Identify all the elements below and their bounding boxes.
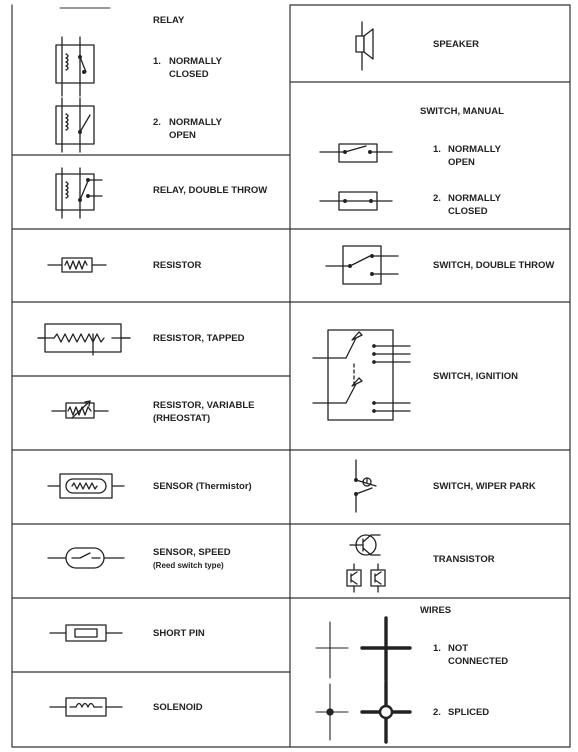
resistor-variable-symbol [52,401,108,418]
label-switch-manual-no-1: NORMALLY [448,144,501,155]
relay-normally-open-symbol [56,98,94,152]
wires-not-connected-symbol [316,618,410,680]
label-relay-double-throw: RELAY, DOUBLE THROW [153,185,268,196]
label-wires-nc-num: 1. [433,643,441,654]
switch-manual-closed-symbol [320,192,392,210]
switch-wiper-park-symbol [355,460,376,512]
wires-spliced-symbol [316,682,410,742]
label-sensor-thermistor: SENSOR (Thermistor) [153,481,252,492]
label-relay-nc-1: NORMALLY [169,56,222,67]
label-wires: WIRES [420,605,452,616]
label-switch-wiper-park: SWITCH, WIPER PARK [433,481,536,492]
solenoid-symbol [50,698,122,716]
label-switch-ignition: SWITCH, IGNITION [433,371,518,382]
label-switch-manual-no-2: OPEN [448,157,475,168]
label-solenoid: SOLENOID [153,702,203,713]
sensor-speed-symbol [48,548,124,568]
label-relay-no-num: 2. [153,117,161,128]
label-switch-double-throw: SWITCH, DOUBLE THROW [433,260,555,271]
label-switch-manual-nc-2: CLOSED [448,206,488,217]
switch-ignition-symbol [313,330,410,420]
label-wires-nc-1: NOT [448,643,469,654]
label-resistor-variable-1: RESISTOR, VARIABLE [153,400,255,411]
speaker-symbol [356,22,373,70]
relay-double-throw-symbol [56,168,102,218]
label-relay-no-2: OPEN [169,130,196,141]
label-switch-manual: SWITCH, MANUAL [420,106,504,117]
label-transistor: TRANSISTOR [433,554,495,565]
label-short-pin: SHORT PIN [153,628,205,639]
resistor-tapped-symbol [38,324,130,355]
label-resistor: RESISTOR [153,260,202,271]
label-wires-spliced-1: SPLICED [448,707,490,718]
label-wires-spliced-num: 2. [433,707,441,718]
label-switch-manual-nc-1: NORMALLY [448,193,501,204]
label-speaker: SPEAKER [433,39,479,50]
label-switch-manual-no-num: 1. [433,144,441,155]
label-sensor-speed-1: SENSOR, SPEED [153,547,231,558]
switch-manual-open-symbol [320,144,392,162]
label-relay-no-1: NORMALLY [169,117,222,128]
transistor-symbol [347,535,385,592]
sensor-thermistor-symbol [48,474,124,498]
label-relay-nc-num: 1. [153,56,161,67]
label-resistor-variable-2: (RHEOSTAT) [153,413,211,424]
label-wires-nc-2: CONNECTED [448,656,509,667]
short-pin-symbol [50,625,122,641]
label-sensor-speed-2: (Reed switch type) [153,561,224,570]
switch-double-throw-symbol [326,246,398,284]
resistor-symbol [48,258,106,272]
label-resistor-tapped: RESISTOR, TAPPED [153,333,245,344]
label-relay-nc-2: CLOSED [169,69,209,80]
relay-normally-closed-symbol [56,37,94,96]
label-switch-manual-nc-num: 2. [433,193,441,204]
label-relay: RELAY [153,15,185,26]
